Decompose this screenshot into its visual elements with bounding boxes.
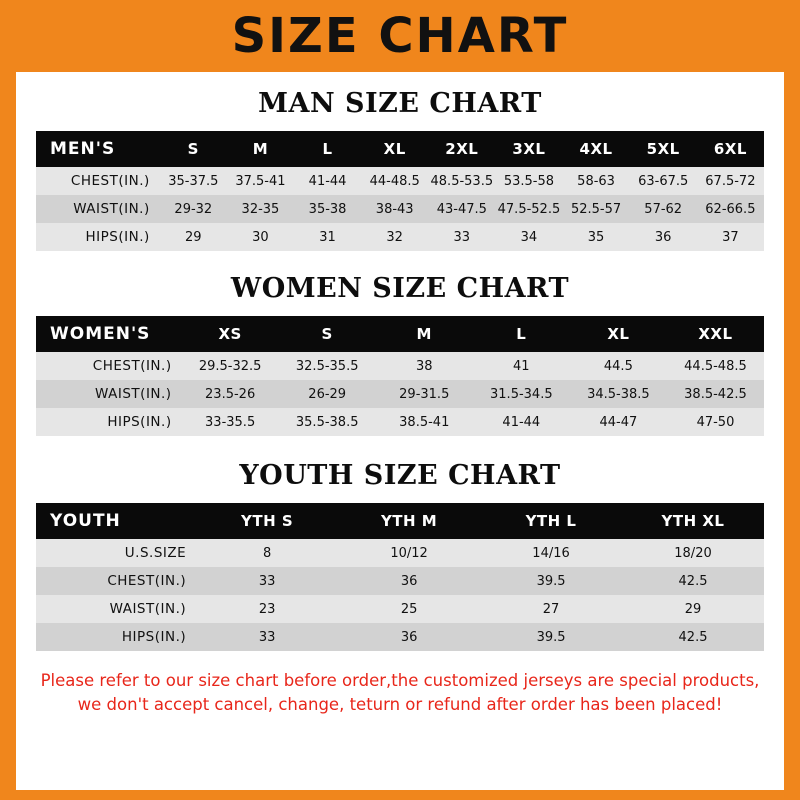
- youth-ussize-l: 14/16: [532, 545, 570, 561]
- women-chest-xs: 29.5-32.5: [198, 358, 262, 374]
- table-row: [36, 567, 764, 595]
- men-chest-5xl: 63-67.5: [638, 173, 689, 189]
- women-col-l: L: [516, 325, 527, 343]
- men-waist-s: 29-32: [174, 201, 213, 217]
- men-col-l: L: [322, 140, 333, 158]
- men-hips-s: 29: [185, 229, 202, 245]
- women-hips-xs: 33-35.5: [205, 414, 256, 430]
- youth-col-m: YTH M: [380, 512, 438, 530]
- women-waist-l: 31.5-34.5: [490, 386, 553, 402]
- section-title-youth: YOUTH SIZE CHART: [239, 460, 561, 491]
- table-row: [36, 539, 764, 567]
- men-hips-l: 31: [319, 229, 336, 245]
- women-waist-m: 29-31.5: [399, 386, 450, 402]
- men-chest-m: 37.5-41: [235, 173, 286, 189]
- men-hips-4xl: 35: [587, 229, 605, 245]
- youth-chest-m: 36: [400, 573, 418, 589]
- women-row-label-hips: HIPS(IN.): [107, 414, 172, 430]
- youth-hips-l: 39.5: [536, 629, 566, 645]
- men-table-header-row: [36, 131, 764, 167]
- youth-chest-xl: 42.5: [678, 573, 708, 589]
- men-hips-5xl: 36: [654, 229, 672, 245]
- women-chest-xl: 44.5: [603, 358, 633, 374]
- men-col-4xl: 4XL: [579, 140, 613, 158]
- men-hips-3xl: 34: [520, 229, 538, 245]
- women-hips-l: 41-44: [502, 414, 541, 430]
- men-row-label-hips: HIPS(IN.): [85, 229, 150, 245]
- women-table-header-row: [36, 316, 764, 352]
- chart-content: [16, 88, 784, 717]
- men-col-6xl: 6XL: [713, 140, 747, 158]
- women-hips-xxl: 47-50: [696, 414, 735, 430]
- youth-hips-s: 33: [258, 629, 276, 645]
- men-header-label: MEN'S: [50, 139, 116, 159]
- women-hips-m: 38.5-41: [399, 414, 450, 430]
- footer-note-line-2: we don't accept cancel, change, teturn or refund after order has been placed!: [77, 694, 723, 714]
- youth-row-label-ussize: U.S.SIZE: [124, 545, 187, 561]
- youth-chest-s: 33: [258, 573, 276, 589]
- women-hips-xl: 44-47: [599, 414, 638, 430]
- bottom-accent-bar: [0, 790, 800, 800]
- men-col-2xl: 2XL: [445, 140, 479, 158]
- men-waist-5xl: 57-62: [644, 201, 683, 217]
- men-col-m: M: [252, 140, 269, 158]
- women-col-m: M: [416, 325, 432, 343]
- table-row: [36, 167, 764, 195]
- men-col-s: S: [187, 140, 199, 158]
- youth-hips-m: 36: [400, 629, 418, 645]
- youth-waist-s: 23: [258, 601, 276, 617]
- youth-col-s: YTH S: [241, 512, 294, 530]
- men-chest-6xl: 67.5-72: [705, 173, 756, 189]
- men-size-table: [36, 131, 764, 251]
- women-col-s: S: [321, 325, 333, 343]
- men-waist-3xl: 47.5-52.5: [497, 201, 561, 217]
- table-row: [36, 352, 764, 380]
- youth-hips-xl: 42.5: [678, 629, 708, 645]
- men-hips-xl: 32: [386, 229, 403, 245]
- youth-col-l: YTH L: [525, 512, 577, 530]
- youth-waist-xl: 29: [684, 601, 702, 617]
- women-hips-s: 35.5-38.5: [295, 414, 359, 430]
- men-chest-3xl: 53.5-58: [503, 173, 555, 189]
- women-chest-xxl: 44.5-48.5: [684, 358, 747, 374]
- women-col-xxl: XXL: [698, 325, 733, 343]
- men-hips-m: 30: [252, 229, 269, 245]
- table-row: [36, 408, 764, 436]
- footer-note-line-1: Please refer to our size chart before order,the customized jerseys are special products,: [40, 671, 760, 690]
- women-waist-xxl: 38.5-42.5: [684, 386, 747, 402]
- men-col-5xl: 5XL: [646, 140, 680, 158]
- page-title: SIZE CHART: [231, 8, 569, 64]
- women-col-xs: XS: [218, 325, 242, 343]
- men-row-label-waist: WAIST(IN.): [73, 201, 150, 217]
- men-col-xl: XL: [383, 140, 406, 158]
- youth-ussize-m: 10/12: [390, 545, 428, 561]
- table-row: [36, 195, 764, 223]
- women-row-label-waist: WAIST(IN.): [95, 386, 172, 402]
- men-row-label-chest: CHEST(IN.): [70, 173, 150, 189]
- youth-waist-m: 25: [400, 601, 418, 617]
- men-waist-m: 32-35: [241, 201, 280, 217]
- youth-ussize-s: 8: [262, 545, 272, 561]
- men-hips-2xl: 33: [453, 229, 471, 245]
- youth-row-label-hips: HIPS(IN.): [121, 629, 187, 645]
- section-title-men: MAN SIZE CHART: [258, 88, 542, 119]
- women-chest-m: 38: [415, 358, 433, 374]
- women-size-table: [36, 316, 764, 436]
- header-banner: [0, 0, 800, 72]
- women-chest-l: 41: [513, 358, 530, 374]
- section-title-women: WOMEN SIZE CHART: [230, 273, 570, 304]
- youth-table-header-row: [36, 503, 764, 539]
- men-waist-xl: 38-43: [375, 201, 414, 217]
- table-row: [36, 223, 764, 251]
- women-chest-s: 32.5-35.5: [295, 358, 359, 374]
- men-chest-xl: 44-48.5: [369, 173, 420, 189]
- youth-col-xl: YTH XL: [661, 512, 725, 530]
- men-chest-2xl: 48.5-53.5: [430, 173, 494, 189]
- youth-row-label-waist: WAIST(IN.): [109, 601, 187, 617]
- youth-ussize-xl: 18/20: [674, 545, 712, 561]
- women-row-label-chest: CHEST(IN.): [92, 358, 172, 374]
- youth-row-label-chest: CHEST(IN.): [107, 573, 187, 589]
- youth-header-label: YOUTH: [50, 511, 121, 531]
- men-waist-l: 35-38: [308, 201, 347, 217]
- men-hips-6xl: 37: [722, 229, 739, 245]
- women-waist-xl: 34.5-38.5: [587, 386, 650, 402]
- youth-chest-l: 39.5: [536, 573, 566, 589]
- men-waist-2xl: 43-47.5: [436, 201, 487, 217]
- women-header-label: WOMEN'S: [50, 324, 151, 344]
- men-chest-l: 41-44: [308, 173, 347, 189]
- footer-note: [36, 669, 764, 717]
- table-row: [36, 595, 764, 623]
- men-chest-4xl: 58-63: [577, 173, 615, 189]
- men-chest-s: 35-37.5: [168, 173, 219, 189]
- men-waist-6xl: 62-66.5: [705, 201, 756, 217]
- women-waist-s: 26-29: [308, 386, 347, 402]
- women-col-xl: XL: [607, 325, 630, 343]
- table-row: [36, 380, 764, 408]
- men-waist-4xl: 52.5-57: [570, 201, 622, 217]
- youth-size-table: [36, 503, 764, 651]
- youth-waist-l: 27: [542, 601, 560, 617]
- table-row: [36, 623, 764, 651]
- men-col-3xl: 3XL: [512, 140, 546, 158]
- women-waist-xs: 23.5-26: [205, 386, 256, 402]
